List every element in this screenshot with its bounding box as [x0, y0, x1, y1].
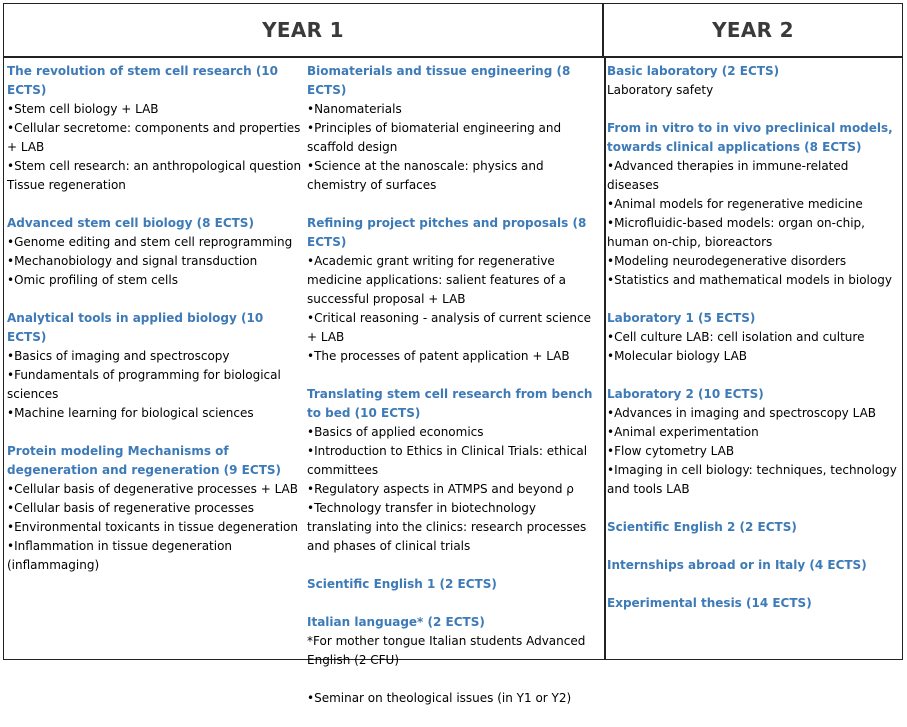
course-topic: • Animal experimentation	[607, 423, 899, 442]
course-title: From in vitro to in vivo preclinical models, towards clinical applications (8 ECTS)	[607, 121, 893, 154]
course-topic: • Nanomaterials	[307, 100, 601, 119]
course-topic: • Microfluidic-based models: organ on-chip, human on-chip, bioreactors	[607, 214, 899, 252]
course-title: Laboratory 2 (10 ECTS)	[607, 387, 764, 401]
year-2-column	[607, 62, 899, 632]
course-block	[307, 613, 601, 670]
course-block	[307, 385, 601, 556]
course-block	[307, 214, 601, 366]
course-note: Laboratory safety	[607, 83, 714, 97]
year-1-column-right	[307, 62, 601, 727]
course-title: Translating stem cell research from bench to bed (10 ECTS)	[307, 387, 593, 420]
column-divider	[604, 58, 606, 660]
course-topic: • Technology transfer in biotechnology translating into the clinics: research processes and phases of clinical trials	[307, 499, 601, 556]
course-title: Refining project pitches and proposals (8 ECTS)	[307, 216, 587, 249]
course-title: Analytical tools in applied biology (10 ECTS)	[7, 311, 264, 344]
course-title: Protein modeling Mechanisms of degeneration and regeneration (9 ECTS)	[7, 444, 282, 477]
course-topic: • Statistics and mathematical models in biology	[607, 271, 899, 290]
course-title: Scientific English 2 (2 ECTS)	[607, 520, 797, 534]
course-block	[7, 214, 303, 290]
course-topic: • Inflammation in tissue degeneration (inflammaging)	[7, 537, 303, 575]
course-title: Advanced stem cell biology (8 ECTS)	[7, 216, 254, 230]
course-title: Scientific English 1 (2 ECTS)	[307, 577, 497, 591]
year-1-header: YEAR 1	[4, 4, 604, 58]
course-block	[7, 62, 303, 195]
course-topic: • Academic grant writing for regenerative medicine applications: salient features of a successful proposal + LAB	[307, 252, 601, 309]
course-topic: • Mechanobiology and signal transduction	[7, 252, 303, 271]
course-topic: • Environmental toxicants in tissue degeneration	[7, 518, 303, 537]
course-topic: • Flow cytometry LAB	[607, 442, 899, 461]
course-topic: • Cellular basis of regenerative processes	[7, 499, 303, 518]
course-topic: • Cellular basis of degenerative processes + LAB	[7, 480, 303, 499]
course-topic: • Animal models for regenerative medicine	[607, 195, 899, 214]
course-block	[307, 575, 601, 594]
course-block	[607, 556, 899, 575]
course-title: Laboratory 1 (5 ECTS)	[607, 311, 756, 325]
course-title: The revolution of stem cell research (10 ECTS)	[7, 64, 279, 97]
course-topic: • Imaging in cell biology: techniques, technology and tools LAB	[607, 461, 899, 499]
course-note: *For mother tongue Italian students Advanced English (2 CFU)	[307, 634, 586, 667]
course-title: Biomaterials and tissue engineering (8 ECTS)	[307, 64, 571, 97]
course-block	[7, 442, 303, 575]
course-topic: • Introduction to Ethics in Clinical Trials: ethical committees	[307, 442, 601, 480]
year-2-header: YEAR 2	[604, 4, 902, 58]
course-topic: • Advanced therapies in immune-related diseases	[607, 157, 899, 195]
course-topic: • Critical reasoning - analysis of current science + LAB	[307, 309, 601, 347]
course-note: Tissue regeneration	[7, 178, 126, 192]
course-title: Internships abroad or in Italy (4 ECTS)	[607, 558, 867, 572]
course-topic: • Genome editing and stem cell reprogramming	[7, 233, 303, 252]
course-topic: • Fundamentals of programming for biological sciences	[7, 366, 303, 404]
course-title: Experimental thesis (14 ECTS)	[607, 596, 812, 610]
course-block	[607, 385, 899, 499]
course-topic: • Advances in imaging and spectroscopy LAB	[607, 404, 899, 423]
course-topic: • Basics of applied economics	[307, 423, 601, 442]
course-topic: • Omic profiling of stem cells	[7, 271, 303, 290]
course-topic: • Seminar on theological issues (in Y1 or Y2)	[307, 689, 601, 708]
course-block	[607, 594, 899, 613]
course-topic: • Regulatory aspects in ATMPS and beyond ρ	[307, 480, 601, 499]
course-block	[607, 309, 899, 366]
course-block	[307, 62, 601, 195]
course-topic: • Stem cell research: an anthropological question	[7, 157, 303, 176]
course-topic: • Stem cell biology + LAB	[7, 100, 303, 119]
course-block	[607, 518, 899, 537]
course-topic: • The processes of patent application + LAB	[307, 347, 601, 366]
course-topic: • Principles of biomaterial engineering and scaffold design	[307, 119, 601, 157]
course-topic: • Cellular secretome: components and properties + LAB	[7, 119, 303, 157]
course-title: Basic laboratory (2 ECTS)	[607, 64, 780, 78]
course-block	[607, 62, 899, 100]
year-1-column-left	[7, 62, 303, 594]
course-topic: • Modeling neurodegenerative disorders	[607, 252, 899, 271]
course-topic: • Machine learning for biological sciences	[7, 404, 303, 423]
course-title: Italian language* (2 ECTS)	[307, 615, 485, 629]
curriculum-table	[3, 3, 903, 705]
course-topic: • Basics of imaging and spectroscopy	[7, 347, 303, 366]
course-topic: • Cell culture LAB: cell isolation and culture	[607, 328, 899, 347]
course-topic: • Molecular biology LAB	[607, 347, 899, 366]
course-topic: • Science at the nanoscale: physics and chemistry of surfaces	[307, 157, 601, 195]
course-block	[7, 309, 303, 423]
course-block	[607, 119, 899, 290]
course-block	[307, 689, 601, 708]
